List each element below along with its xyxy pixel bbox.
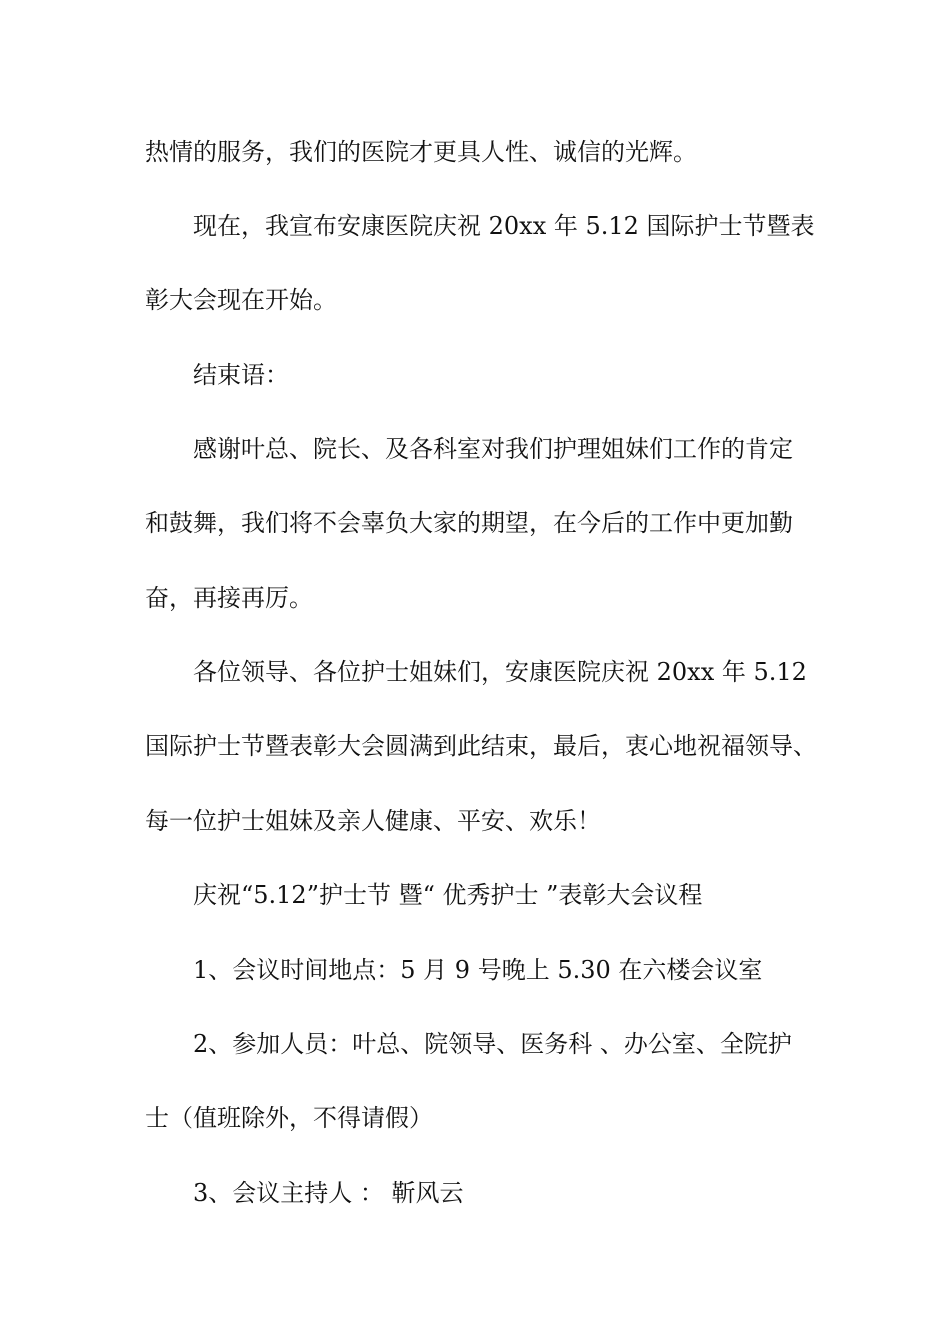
- paragraph-line: 彰大会现在开始。: [145, 286, 337, 314]
- paragraph-line: 国际护士节暨表彰大会圆满到此结束，最后，衷心地祝福领导、: [145, 732, 817, 760]
- paragraph-line: 感谢叶总、院长、及各科室对我们护理姐妹们工作的肯定: [193, 435, 793, 463]
- closing-heading: 结束语：: [193, 361, 289, 389]
- agenda-title: 庆祝“5.12”护士节 暨“ 优秀护士 ”表彰大会议程: [193, 881, 703, 909]
- paragraph-line: 热情的服务，我们的医院才更具人性、诚信的光辉。: [145, 138, 697, 166]
- agenda-item: 3、会议主持人 ： 靳风云: [193, 1179, 464, 1207]
- paragraph-line: 各位领导、各位护士姐妹们，安康医院庆祝 20xx 年 5.12: [193, 658, 807, 686]
- paragraph-line: 现在，我宣布安康医院庆祝 20xx 年 5.12 国际护士节暨表: [193, 212, 815, 240]
- agenda-item: 士（值班除外，不得请假）: [145, 1104, 433, 1132]
- paragraph-line: 奋，再接再厉。: [145, 584, 313, 612]
- paragraph-line: 每一位护士姐妹及亲人健康、平安、欢乐！: [145, 807, 601, 835]
- agenda-item: 1、会议时间地点：5 月 9 号晚上 5.30 在六楼会议室: [193, 956, 763, 984]
- agenda-item: 2、参加人员：叶总、院领导、医务科 、办公室、全院护: [193, 1030, 792, 1058]
- paragraph-line: 和鼓舞，我们将不会辜负大家的期望，在今后的工作中更加勤: [145, 509, 793, 537]
